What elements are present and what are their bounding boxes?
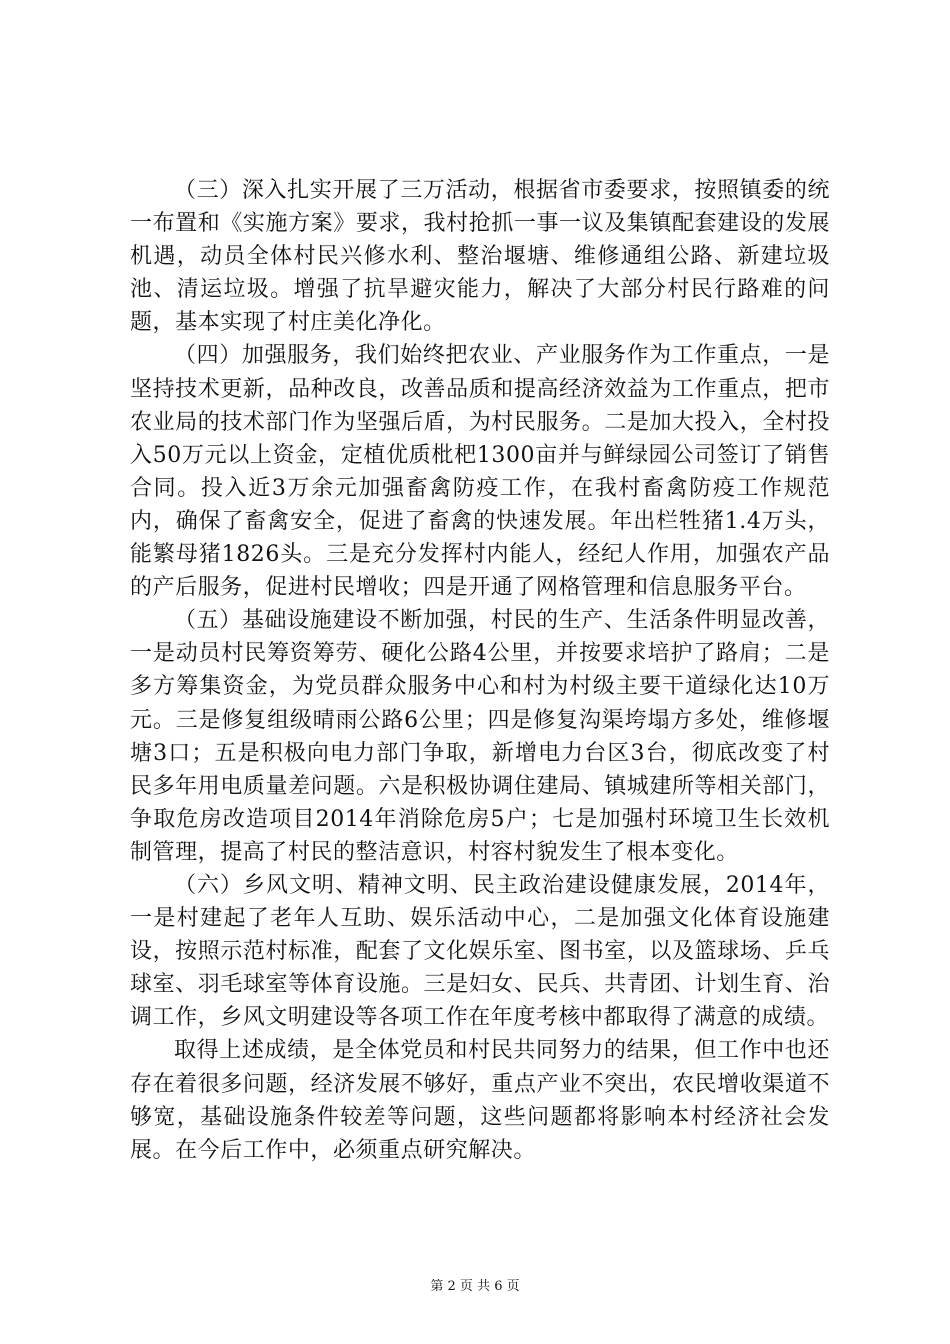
page-number-footer: 第 2 页 共 6 页 [430, 1279, 520, 1294]
document-body [130, 174, 830, 1167]
paragraph-5: （五）基础设施建设不断加强，村民的生产、生活条件明显改善，一是动员村民筹资筹劳、硬化公路4公里，并按要求培护了路肩；二是多方筹集资金，为党员群众服务中心和村为村级主要干道绿化达10万元。三是修复组级晴雨公路6公里；四是修复沟渠垮塌方多处，维修堰塘3口；五是积极向电力部门争取，新增电力台区3台，彻底改变了村民多年用电质量差问题。六是积极协调住建局、镇城建所等相关部门，争取危房改造项目2014年消除危房5户；七是加强村环境卫生长效机制管理，提高了村民的整洁意识，村容村貌发生了根本变化。 [130, 608, 830, 865]
paragraph-summary: 取得上述成绩，是全体党员和村民共同努力的结果，但工作中也还存在着很多问题，经济发展不够好，重点产业不突出，农民增收渠道不够宽，基础设施条件较差等问题，这些问题都将影响本村经济社会发展。在今后工作中，必须重点研究解决。 [130, 1038, 830, 1163]
paragraph-3: （三）深入扎实开展了三万活动，根据省市委要求，按照镇委的统一布置和《实施方案》要求，我村抢抓一事一议及集镇配套建设的发展机遇，动员全体村民兴修水利、整治堰塘、维修通组公路、新建垃圾池、清运垃圾。增强了抗旱避灾能力，解决了大部分村民行路难的问题，基本实现了村庄美化净化。 [130, 178, 830, 336]
paragraph-4: （四）加强服务，我们始终把农业、产业服务作为工作重点，一是坚持技术更新，品种改良，改善品质和提高经济效益为工作重点，把市农业局的技术部门作为坚强后盾，为村民服务。二是加大投入，全村投入50万元以上资金，定植优质枇杷1300亩并与鲜绿园公司签订了销售合同。投入近3万余元加强畜禽防疫工作，在我村畜禽防疫工作规范内，确保了畜禽安全，促进了畜禽的快速发展。年出栏牲猪1.4万头，能繁母猪1826头。三是充分发挥村内能人，经纪人作用，加强农产品的产后服务，促进村民增收；四是开通了网格管理和信息服务平台。 [130, 343, 830, 601]
paragraph-6: （六）乡风文明、精神文明、民主政治建设健康发展，2014年，一是村建起了老年人互助、娱乐活动中心，二是加强文化体育设施建设，按照示范村标准，配套了文化娱乐室、图书室，以及篮球场、乒乓球室、羽毛球室等体育设施。三是妇女、民兵、共青团、计划生育、治调工作，乡风文明建设等各项工作在年度考核中都取得了满意的成绩。 [130, 872, 830, 1031]
